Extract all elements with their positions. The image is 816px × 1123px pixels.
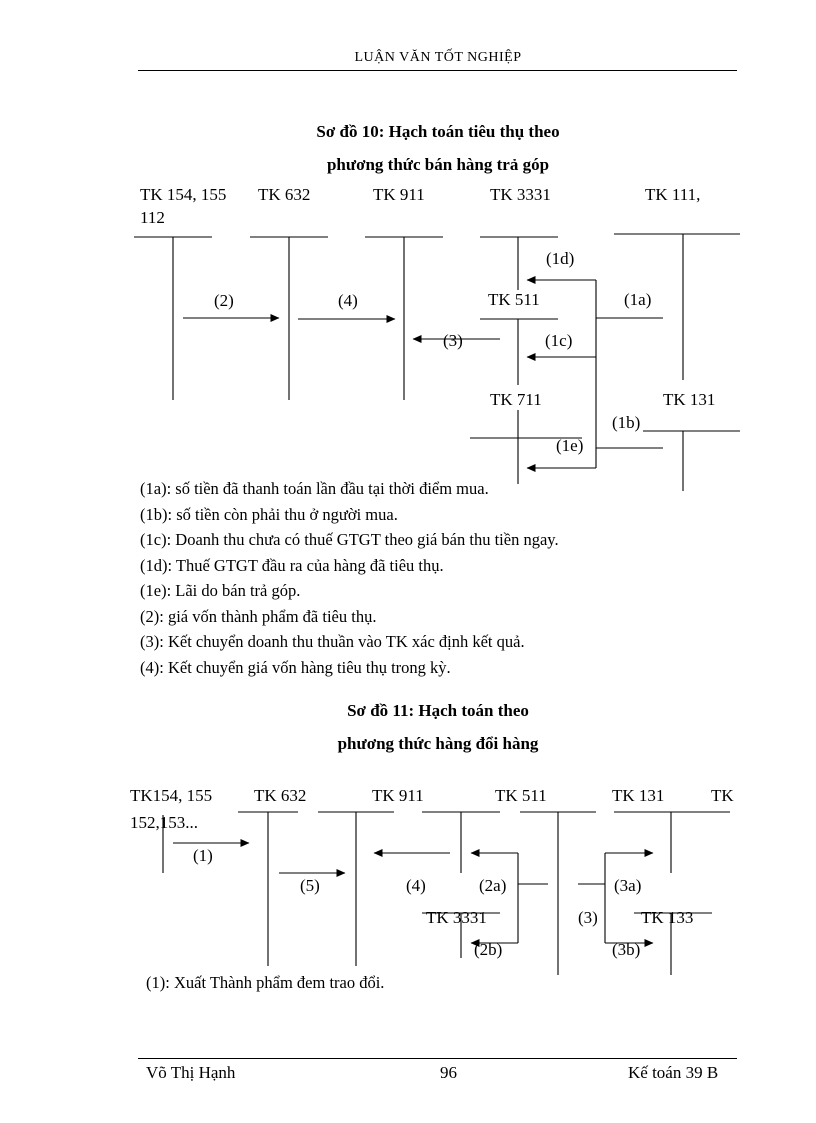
step-label-3: (3) [443, 331, 463, 350]
step-label-3-d11: (3) [578, 908, 598, 927]
legend-item: (3): Kết chuyển doanh thu thuần vào TK xác định kết quả. [140, 632, 525, 651]
diagram11-title-line1: Sơ đồ 11: Hạch toán theo [347, 701, 529, 720]
step-label-3a: (3a) [614, 876, 642, 895]
legend-item: (1a): số tiền đã thanh toán lần đầu tại thời điểm mua. [140, 479, 489, 498]
account-label-tk511: TK 511 [488, 290, 540, 309]
step-label-1-d11: (1) [193, 846, 213, 865]
account-label-tk154-d11: TK154, 155 [130, 786, 213, 805]
legend-item: (4): Kết chuyển giá vốn hàng tiêu thụ trong kỳ. [140, 657, 451, 677]
page-header-title: LUẬN VĂN TỐT NGHIỆP [354, 50, 522, 65]
footer-page-number: 96 [440, 1063, 457, 1082]
footer-class: Kế toán 39 B [628, 1063, 719, 1082]
step-label-4-d11: (4) [406, 876, 426, 895]
legend-item: (1): Xuất Thành phẩm đem trao đổi. [146, 973, 385, 992]
step-label-1d: (1d) [546, 249, 575, 268]
account-label-tk-cut: TK [711, 786, 734, 805]
account-label-tk131-d11: TK 131 [612, 786, 665, 805]
account-label-tk632-d11: TK 632 [254, 786, 307, 805]
account-label-tk152: 152,153... [130, 813, 198, 832]
step-label-2b: (2b) [474, 940, 503, 959]
account-label-tk111: TK 111, [645, 185, 701, 204]
diagram10-title-line1: Sơ đồ 10: Hạch toán tiêu thụ theo [316, 122, 560, 141]
legend-item: (1b): số tiền còn phải thu ở người mua. [140, 504, 398, 524]
step-label-2: (2) [214, 291, 234, 310]
account-label-tk3331: TK 3331 [490, 185, 551, 204]
legend-item: (1e): Lãi do bán trả góp. [140, 581, 301, 600]
step-label-1a: (1a) [624, 290, 652, 309]
legend-item: (1c): Doanh thu chưa có thuế GTGT theo giá bán thu tiền ngay. [140, 530, 559, 549]
step-label-1b: (1b) [612, 413, 641, 432]
diagram11-title-line2: phương thức hàng đổi hàng [337, 734, 539, 753]
account-label-tk3331-d11: TK 3331 [426, 908, 487, 927]
account-label-tk511-d11: TK 511 [495, 786, 547, 805]
account-label-tk911: TK 911 [373, 185, 425, 204]
account-label-tk131: TK 131 [663, 390, 716, 409]
legend-item: (2): giá vốn thành phẩm đã tiêu thụ. [140, 606, 377, 626]
step-label-1c: (1c) [545, 331, 573, 350]
account-label-tk112: 112 [140, 208, 165, 227]
footer-author: Võ Thị Hạnh [146, 1063, 236, 1082]
account-label-tk154: TK 154, 155 [140, 185, 227, 204]
account-label-tk632: TK 632 [258, 185, 311, 204]
account-label-tk711: TK 711 [490, 390, 542, 409]
account-label-tk133: TK 133 [641, 908, 694, 927]
account-label-tk911-d11: TK 911 [372, 786, 424, 805]
step-label-3b: (3b) [612, 940, 641, 959]
step-label-1e: (1e) [556, 436, 584, 455]
step-label-2a: (2a) [479, 876, 507, 895]
step-label-4: (4) [338, 291, 358, 310]
legend-item: (1d): Thuế GTGT đầu ra của hàng đã tiêu thụ. [140, 555, 444, 575]
step-label-5: (5) [300, 876, 320, 895]
diagram10-title-line2: phương thức bán hàng trả góp [326, 155, 550, 174]
